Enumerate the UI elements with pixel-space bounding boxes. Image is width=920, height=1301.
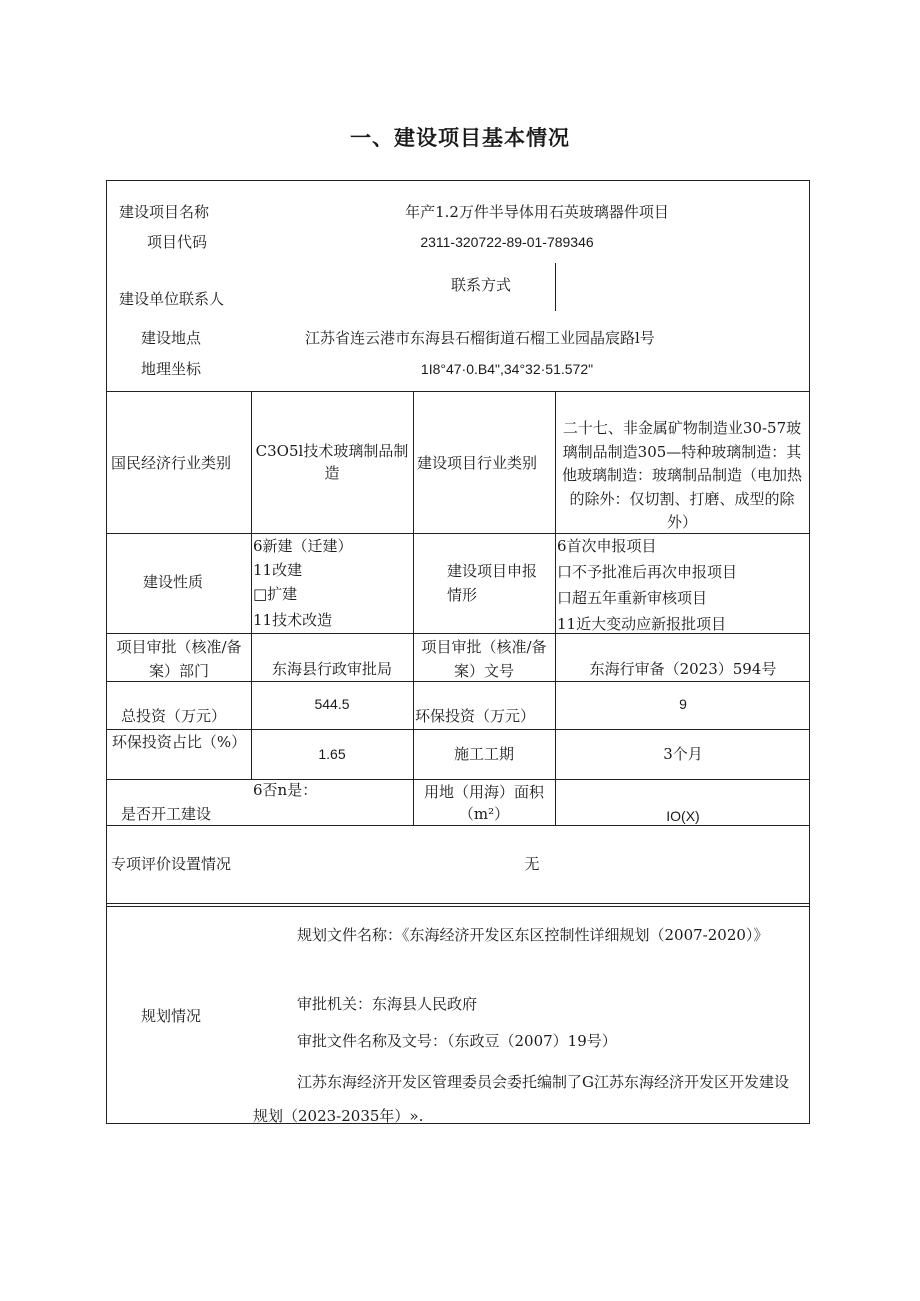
approval-doc-value: 东海行审备（2023）594号 [589, 660, 777, 678]
declare-option: 6首次申报项目 [557, 537, 657, 555]
row-divider [555, 681, 809, 682]
nature-option: □扩建 [253, 585, 298, 603]
project-name-label: 建设项目名称 [119, 203, 210, 221]
env-ratio-label: 环保投资占比（%） [111, 733, 247, 751]
project-info-table [106, 180, 810, 1124]
planning-line: 江苏东海经济开发区管理委员会委托编制了G江苏东海经济开发区开发建设规划（2023-2035年）». [253, 1073, 789, 1125]
declare-label: 建设项目申报情形 [447, 562, 538, 604]
row-divider [107, 391, 809, 392]
land-area-value: IO(X) [666, 808, 700, 824]
row-divider [251, 681, 413, 682]
construction-period-label: 施工工期 [453, 745, 514, 763]
planning-line: 审批机关：东海县人民政府 [297, 995, 478, 1013]
contact-method-label: 联系方式 [451, 276, 512, 294]
special-assessment-value: 无 [524, 855, 540, 873]
nature-option: 11技术改造 [253, 611, 333, 629]
project-industry-value: 二十七、非金属矿物制造业30-57玻璃制品制造305—特种玻璃制造：其他玻璃制造：玻璃制品制造（电加热的除外：仅切割、打磨、成型的除外） [561, 419, 802, 531]
coordinates-label: 地理坐标 [141, 360, 202, 378]
col-divider [413, 391, 414, 825]
total-investment-value: 544.5 [314, 696, 350, 712]
national-industry-value: C3O5l技术玻璃制品制造 [255, 442, 409, 482]
env-investment-value: 9 [679, 696, 687, 712]
special-assessment-label: 专项评价设置情况 [111, 855, 232, 873]
approval-dept-label: 项目审批（核准/备案）部门 [116, 638, 242, 680]
location-label: 建设地点 [141, 329, 202, 347]
project-name-value: 年产1.2万件半导体用石英玻璃器件项目 [405, 203, 669, 221]
nature-label: 建设性质 [143, 573, 204, 591]
construction-period-value: 3个月 [663, 745, 703, 763]
declare-option: 口超五年重新审核项目 [557, 589, 708, 607]
row-divider [107, 729, 809, 730]
nature-option: 11改建 [253, 561, 303, 579]
national-industry-label: 国民经济行业类别 [111, 454, 232, 472]
row-divider [107, 779, 809, 780]
land-area-label: 用地（用海）面积（m²） [423, 783, 544, 823]
page-title: 一、建设项目基本情况 [350, 126, 570, 150]
col-divider [555, 391, 556, 825]
env-investment-label: 环保投资（万元） [415, 707, 536, 725]
total-investment-label: 总投资（万元） [121, 707, 227, 725]
col-divider [251, 391, 252, 779]
started-label: 是否开工建设 [121, 805, 212, 823]
env-ratio-value: 1.65 [318, 746, 346, 762]
project-industry-label: 建设项目行业类别 [417, 454, 538, 472]
contact-label: 建设单位联系人 [119, 290, 225, 308]
row-divider [107, 903, 809, 904]
project-code-value: 2311-320722-89-01-789346 [420, 234, 594, 250]
nature-option: 6新建（迁建） [253, 537, 353, 555]
declare-option: 11近大变动应新报批项目 [557, 615, 727, 633]
planning-label: 规划情况 [141, 1007, 202, 1025]
planning-line: 规划文件名称：《东海经济开发区东区控制性详细规划（2007-2020）》 [297, 926, 769, 944]
planning-line: 审批文件名称及文号：（东政豆（2007）19号） [297, 1032, 617, 1050]
coordinates-value: 1I8°47·0.B4",34°32·51.572" [420, 361, 594, 377]
approval-doc-label: 项目审批（核准/备案）文号 [421, 638, 547, 680]
col-divider [555, 263, 556, 311]
row-divider [107, 906, 809, 907]
started-value: 6否n是： [253, 781, 318, 799]
location-value: 江苏省连云港市东海县石榴街道石榴工业园晶宸路l号 [305, 329, 655, 347]
project-code-label: 项目代码 [147, 233, 208, 251]
approval-dept-value: 东海县行政审批局 [271, 660, 392, 678]
declare-option: 口不予批准后再次申报项目 [557, 563, 738, 581]
